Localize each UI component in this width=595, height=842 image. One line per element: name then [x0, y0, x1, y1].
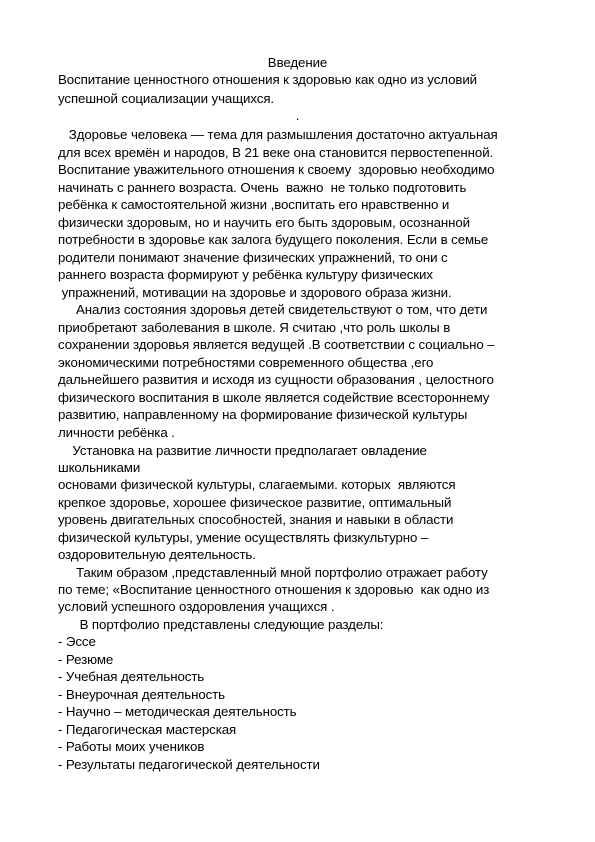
body-line: Таким образом ,представленный мной портфолио отражает работу: [58, 565, 488, 580]
body-line: Анализ состояния здоровья детей свидетельствуют о том, что дети: [58, 302, 488, 317]
separator-dot: .: [295, 108, 300, 123]
body-line: личности ребёнка .: [58, 425, 175, 440]
section-list-item: - Работы моих учеников: [58, 739, 205, 754]
body-line: физически здоровым, но и научить его быть здоровым, осознанной: [58, 215, 470, 230]
body-line: потребности в здоровье как залога будущего поколения. Если в семье: [58, 232, 489, 247]
body-line: сохранении здоровья является ведущей .В соответствии с социально –: [58, 337, 495, 352]
body-line: Здоровье человека — тема для размышления достаточно актуальная: [58, 127, 498, 142]
body-line: начинать с раннего возраста. Очень важно не только подготовить: [58, 180, 467, 195]
section-list-item: - Педагогическая мастерская: [58, 722, 237, 737]
body-line: крепкое здоровье, хорошее физическое развитие, оптимальный: [58, 495, 452, 510]
section-list-item: - Эссе: [58, 634, 96, 649]
body-line: приобретают заболевания в школе. Я считаю ,что роль школы в: [58, 320, 451, 335]
body-line: школьниками: [58, 460, 141, 475]
section-list-item: - Резюме: [58, 652, 114, 667]
section-list-item: - Научно – методическая деятельность: [58, 704, 297, 719]
section-list-item: - Учебная деятельность: [58, 669, 205, 684]
body-line: уровень двигательных способностей, знания и навыки в области: [58, 512, 454, 527]
body-line: Установка на развитие личности предполагает овладение: [58, 443, 427, 458]
section-list-item: - Внеурочная деятельность: [58, 687, 225, 702]
body-line: развитию, направленному на формирование физической культуры: [58, 407, 468, 422]
body-line: родители понимают значение физических упражнений, то они с: [58, 250, 448, 265]
body-line: экономическими потребностями современного общества ,его: [58, 355, 434, 370]
body-line: раннего возраста формируют у ребёнка культуру физических: [58, 267, 433, 282]
body-line: по теме; «Воспитание ценностного отношения к здоровью как одно из: [58, 582, 490, 597]
page-title: Введение: [267, 55, 328, 70]
body-line: физического воспитания в школе является содействие всестороннему: [58, 390, 490, 405]
body-line: В портфолио представлены следующие разделы:: [58, 617, 384, 632]
body-line: ребёнка к самостоятельной жизни ,воспитать его нравственно и: [58, 197, 450, 212]
section-list-item: - Результаты педагогической деятельности: [58, 757, 320, 772]
subtitle-line: успешной социализации учащихся.: [58, 91, 275, 106]
body-line: дальнейшего развития и исходя из сущности образования , целостного: [58, 372, 494, 387]
body-line: физической культуры, умение осуществлять физкультурно –: [58, 530, 429, 545]
subtitle-line: Воспитание ценностного отношения к здоровью как одно из условий: [58, 72, 477, 87]
body-line: оздоровительную деятельность.: [58, 547, 256, 562]
body-line: условий успешного оздоровления учащихся .: [58, 599, 335, 614]
body-line: для всех времён и народов, В 21 веке она становится первостепенной.: [58, 145, 494, 160]
body-line: упражнений, мотивации на здоровье и здорового образа жизни.: [58, 285, 452, 300]
body-line: основами физической культуры, слагаемыми. которых являются: [58, 477, 456, 492]
body-line: Воспитание уважительного отношения к своему здоровью необходимо: [58, 162, 495, 177]
